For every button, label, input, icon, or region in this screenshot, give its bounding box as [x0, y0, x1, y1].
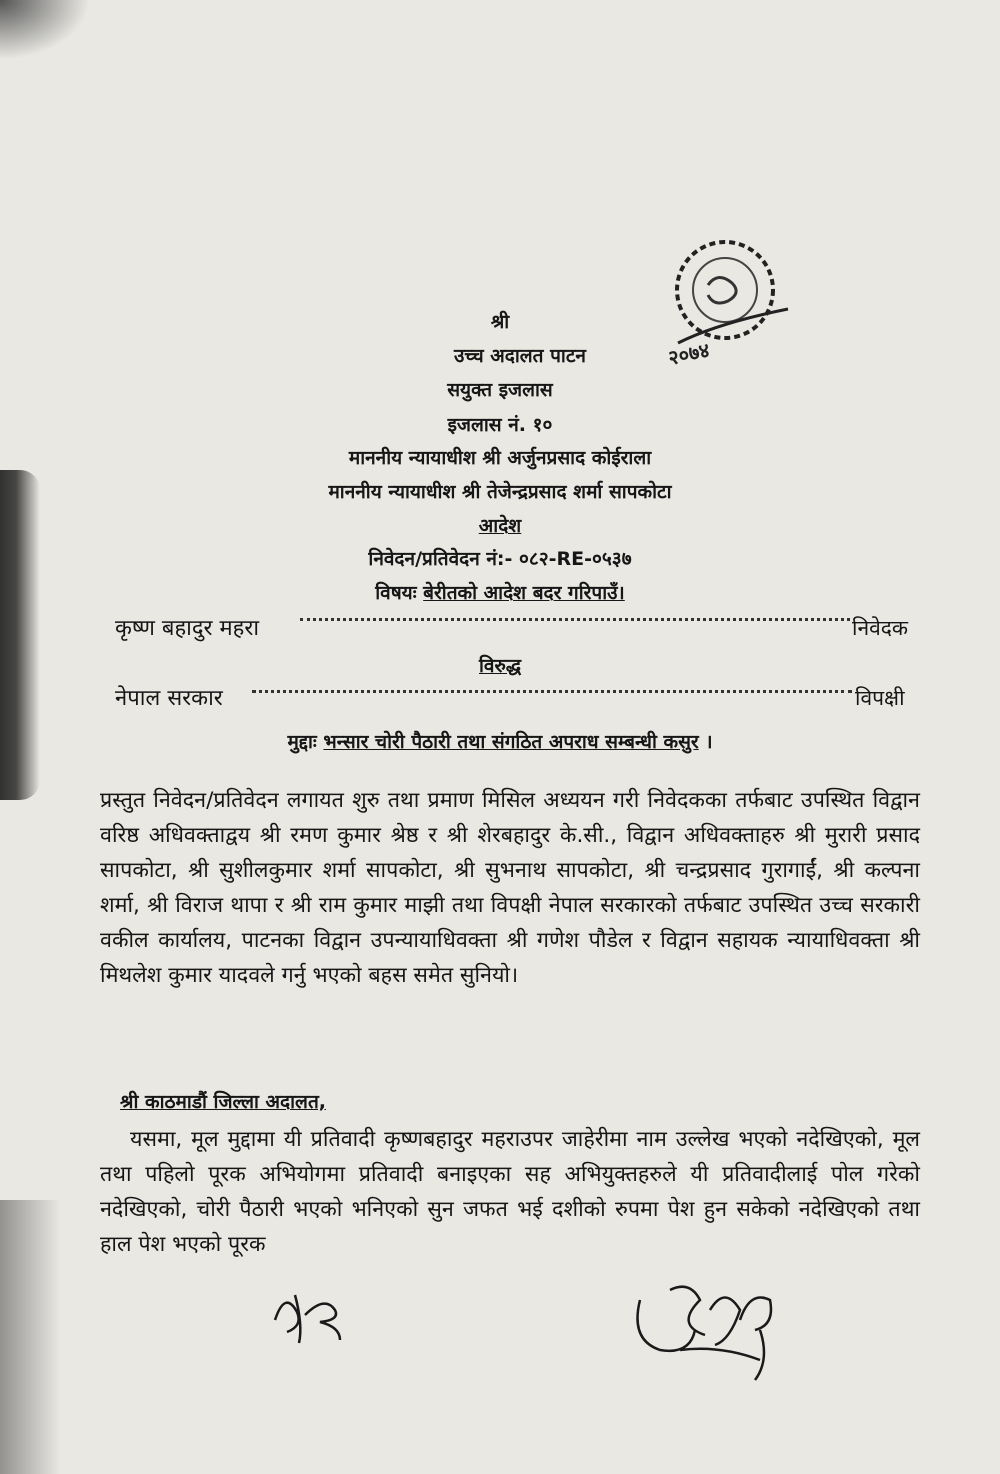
bench-type: सयुक्त इजलास	[447, 379, 553, 401]
case-number: निवेदन/प्रतिवेदन नं:- ०८२-RE-०५३७	[368, 548, 632, 570]
court-name: उच्च अदालत पाटन	[454, 345, 586, 367]
case-matter	[0, 728, 1000, 754]
respondent-role: विपक्षी	[855, 686, 905, 710]
scan-smudge	[0, 1200, 60, 1474]
subject-label: विषयः	[375, 582, 417, 604]
scan-smudge	[0, 0, 90, 60]
case-matter-text: भन्सार चोरी पैठारी तथा संगठित अपराध सम्बन्धी कसुर	[323, 731, 699, 753]
judge-signature	[620, 1270, 820, 1390]
dotted-leader	[252, 690, 852, 693]
section-heading: श्री काठमाडौं जिल्ला अदालत,	[120, 1091, 326, 1113]
dotted-leader	[300, 618, 850, 621]
stamp-year: २०७४	[666, 337, 712, 370]
case-matter-end: ।	[705, 731, 713, 753]
versus-label: विरुद्ध	[478, 655, 522, 677]
respondent-name: नेपाल सरकार	[115, 686, 223, 711]
header-shri: श्री	[490, 311, 510, 333]
paragraph-district-court: यसमा, मूल मुद्दामा यी प्रतिवादी कृष्णबहादुर महराउपर जाहेरीमा नाम उल्लेख भएको नदेखिएको, मूल तथा पहिलो पूरक अभियोगमा प्रतिवादी बनाइएका सह अभियुक्तहरुले यी प्रतिवादीलाई पोल गरेको नदेखिएको, चोरी पैठारी भएको भनिएको सुन जफत भई दशीको रुपमा पेश हुन सकेको नदेखिएको तथा हाल पेश भएको पूरक	[100, 1127, 920, 1257]
judge-1: माननीय न्यायाधीश श्री अर्जुनप्रसाद कोईराला	[348, 447, 652, 469]
judge-2: माननीय न्यायाधीश श्री तेजेन्द्रप्रसाद शर्मा सापकोटा	[328, 481, 672, 503]
paragraph-hearing: प्रस्तुत निवेदन/प्रतिवेदन लगायत शुरु तथा प्रमाण मिसिल अध्ययन गरी निवेदकका तर्फबाट उपस्थित विद्वान वरिष्ठ अधिवक्ताद्वय श्री रमण कुमार श्रेष्ठ र श्री शेरबहादुर के.सी., विद्वान अधिवक्ताहरु श्री मुरारी प्रसाद सापकोटा, श्री सुशीलकुमार शर्मा सापकोटा, श्री सुभनाथ सापकोटा, श्री चन्द्रप्रसाद गुरागाईं, श्री कल्पना शर्मा, श्री विराज थापा र श्री राम कुमार माझी तथा विपक्षी नेपाल सरकारको तर्फबाट उपस्थित उच्च सरकारी वकील कार्यालय, पाटनका विद्वान उपन्यायाधिवक्ता श्री गणेश पौडेल र विद्वान सहायक न्यायाधिवक्ता श्री मिथलेश कुमार यादवले गर्नु भएको बहस समेत सुनियो।	[100, 788, 920, 988]
bench-number: इजलास नं. १०	[447, 414, 553, 436]
subject-text: बेरीतको आदेश बदर गरिपाउँ।	[423, 582, 625, 604]
order-title: आदेश	[478, 515, 522, 537]
applicant-name: कृष्ण बहादुर महरा	[115, 616, 260, 641]
applicant-role: निवेदक	[852, 616, 909, 640]
subject-line	[0, 579, 1000, 605]
judge-signature	[265, 1280, 355, 1350]
case-matter-label: मुद्दाः	[287, 731, 317, 753]
